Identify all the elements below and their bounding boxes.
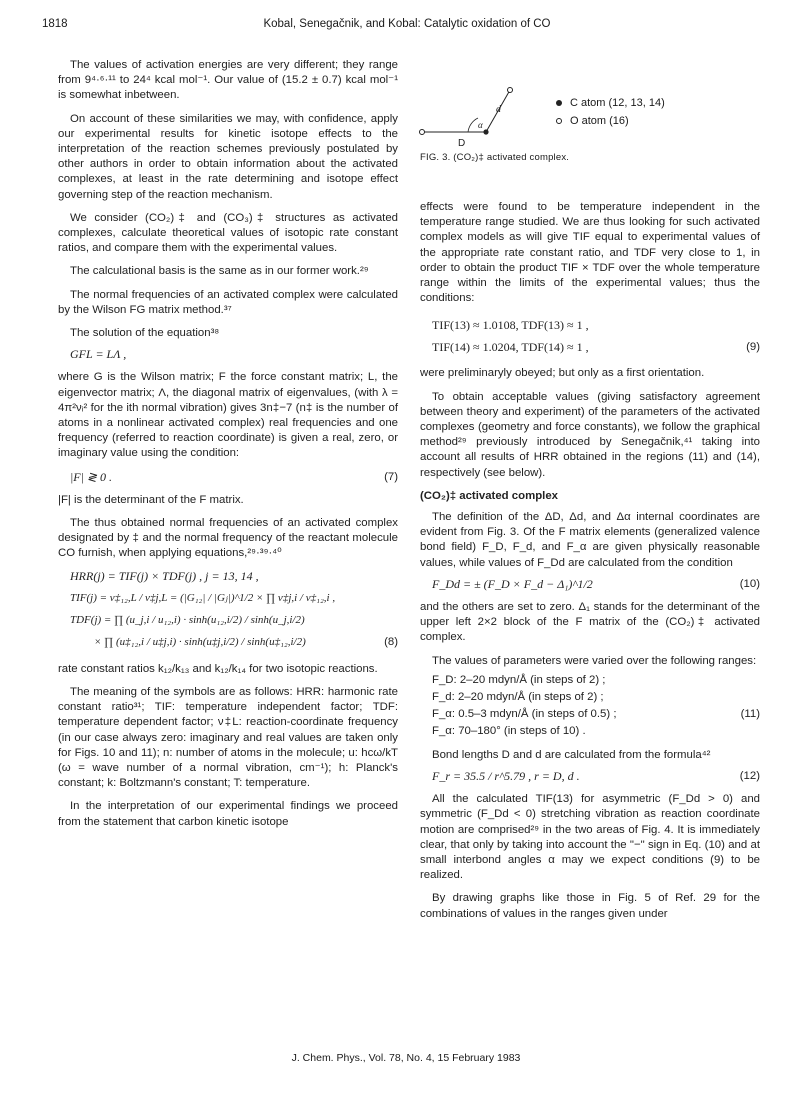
range-item: F_α: 0.5–3 mdyn/Å (in steps of 0.5) ; <box>432 708 617 721</box>
oxygen-atom-icon <box>420 130 425 135</box>
paragraph: where G is the Wilson matrix; F the force constant matrix; L, the eigenvector matrix; Λ, the diagonal matrix of eigenvalues, (with λ = 4π²νᵢ² for the ith normal vibration) gives 3n‡−7 (n‡ is the number of atoms in a nonlinear activated complex) real frequencies and one frequency (referred to reaction coordinate) is given a real, zero, or imaginary value using the condition: <box>58 371 398 460</box>
paragraph: In the interpretation of our experimental findings we proceed from the statement that carbon kinetic isotope <box>58 800 398 828</box>
paragraph: By drawing graphs like those in Fig. 5 of Ref. 29 for the combinations of values in the ranges given under <box>420 892 760 920</box>
equation-gfl: GFL = LΛ , <box>70 347 127 362</box>
paragraph: effects were found to be temperature independent in the temperature range studied. We are thus looking for such activated complex models as will give TIF equal to experimental values of the appropriate rate constant ratio, and TDF very close to 1, in order to obtain the product TIF × TDF over the whole temperature range within the limits of the experimental values; thus the conditions: <box>420 201 760 305</box>
paragraph: The definition of the ΔD, Δd, and Δα internal coordinates are evident from Fig. 3. Of the F matrix elements (generalized valence bond field) F_D, F_d, and F_α are given physically reasonable values, while values of F_Dd are calculated from the condition <box>420 511 760 569</box>
paragraph: Bond lengths D and d are calculated from the formula⁴² <box>432 748 711 761</box>
carbon-atom-icon <box>483 129 488 134</box>
figure-legend <box>556 94 665 130</box>
left-column <box>58 58 398 838</box>
paragraph: The normal frequencies of an activated complex were calculated by the Wilson FG matrix method.³⁷ <box>58 288 398 316</box>
figure-3 <box>418 82 768 182</box>
filled-dot-icon <box>556 100 562 106</box>
paragraph: rate constant ratios k₁₂/k₁₃ and k₁₂/k₁₄ for two isotopic reactions. <box>58 662 378 675</box>
range-item: F_d: 2–20 mdyn/Å (in steps of 2) ; <box>432 691 604 704</box>
equation-12: F_r = 35.5 / r^5.79 , r = D, d . (12) <box>432 768 760 783</box>
oxygen-atom-icon <box>508 88 513 93</box>
legend-item: C atom (12, 13, 14) <box>556 94 665 112</box>
paragraph: The values of activation energies are very different; they range from 9⁴·⁶·¹¹ to 24⁴ kcal mol⁻¹. Our value of (15.2 ± 0.7) kcal mol⁻¹ is somewhat inbetween. <box>58 59 398 102</box>
paragraph: All the calculated TIF(13) for asymmetric (F_Dd > 0) and symmetric (F_Dd < 0) stretching vibration as reaction coordinate motion are comprised²⁹ in the two areas of Fig. 4. It is immediately clear, that only by taking into account the "−" sign in Eq. (10) and at small interbond angles α may we expect conditions (9) to be realized. <box>420 793 760 882</box>
paragraph: and the others are set to zero. Δ₁ stands for the determinant of the upper left 2×2 block of the F matrix of the (CO₂)‡ activated complex. <box>420 601 760 644</box>
running-title: Kobal, Senegačnik, and Kobal: Catalytic oxidation of CO <box>263 18 551 30</box>
label-d: d <box>496 104 501 115</box>
equation-8: HRR(j) = TIF(j) × TDF(j) , j = 13, 14 , TIF(j) = ν‡₁₂,L / ν‡j,L = (|G₁₂| / |Gⱼ|)^1/2 × ∏ ν‡j,i / ν‡₁₂,i , TDF(j) = ∏ (u_j,i / u₁₂,i) · sinh(u₁₂,i/2) / sinh(u_j,i/2) × ∏ (u‡₁₂,i / u‡j,i) · sinh(u‡j,i/2) / sinh(u‡₁₂,i/2) (8) <box>70 566 398 654</box>
paragraph: We consider (CO₂)‡ and (CO₃)‡ structures as activated complexes, calculate theoretical values of isotopic rate constant ratios, and compare them with the experimental values. <box>58 211 398 255</box>
equation-number: (10) <box>739 577 760 590</box>
page-footer: J. Chem. Phys., Vol. 78, No. 4, 15 February 1983 <box>291 1052 521 1064</box>
paragraph: To obtain acceptable values (giving satisfactory agreement between theory and experiment) of the parameters of the activated complexes (geometry and force constants), we follow the graphical method²⁹ previously introduced by Senegačnik,⁴¹ taking into account all results of HRR obtained in the regions (11) and (14), respectively (see below). <box>420 390 760 479</box>
paragraph: were preliminaryly obeyed; but only as a first orientation. <box>420 367 705 380</box>
legend-item: O atom (16) <box>556 112 665 130</box>
equation-number: (9) <box>746 340 760 353</box>
equation-11 <box>420 673 760 740</box>
range-item: F_D: 2–20 mdyn/Å (in steps of 2) ; <box>432 673 606 686</box>
page-header <box>42 18 772 36</box>
equation-number: (11) <box>740 707 760 720</box>
label-alpha: α <box>478 120 483 130</box>
equation-number: (7) <box>384 470 398 483</box>
equation-7: |F| ≷ 0 . (7) <box>70 469 398 484</box>
paragraph: The calculational basis is the same as in our former work.²⁹ <box>70 265 369 278</box>
paragraph: The thus obtained normal frequencies of an activated complex designated by ‡ and the normal frequency of the reactant molecule CO furnish, when applying equations,²⁹·³⁹·⁴⁰ <box>58 517 398 560</box>
paragraph: |F| is the determinant of the F matrix. <box>58 493 244 506</box>
co2-complex-diagram <box>418 82 558 154</box>
figure-caption: FIG. 3. (CO₂)‡ activated complex. <box>420 152 570 163</box>
right-column <box>420 200 760 930</box>
paragraph: The values of parameters were varied over the following ranges: <box>432 654 757 667</box>
equation-9: TIF(13) ≈ 1.0108, TDF(13) ≈ 1 , TIF(14) ≈ 1.0204, TDF(14) ≈ 1 , (9) <box>432 317 760 354</box>
paragraph: The solution of the equation³⁸ <box>70 327 220 340</box>
equation-10: F_Dd = ± (F_D × F_d − Δ₁)^1/2 (10) <box>432 576 760 591</box>
open-dot-icon <box>556 118 562 124</box>
paragraph: The meaning of the symbols are as follows: HRR: harmonic rate constant ratio³¹; TIF: temperature independent factor; TDF: temperature dependent factor; ν‡L: reaction-coordinate frequency (in our case always zero: imaginary and real values are taken only for Figs. 10 and 11); n: number of atoms in the molecule; u: hcω/kT (ω = wave number of a normal vibration, cm⁻¹); h: Planck's constant; k: Boltzmann's constant; T: temperature. <box>58 685 398 790</box>
paragraph: On account of these similarities we may, with confidence, apply our experimental results for kinetic isotope effects to the interpretation of the reaction schemes previously postulated by other authors in order to obtain information about the activated complexes, at least in the rate determining and isotope effect governing step of the reaction mechanism. <box>58 112 398 201</box>
angle-arc <box>468 118 478 132</box>
equation-number: (12) <box>739 769 760 782</box>
page-number: 1818 <box>42 18 68 30</box>
section-heading: (CO₂)‡ activated complex <box>420 489 558 502</box>
range-item: F_α: 70–180° (in steps of 10) . <box>432 725 586 738</box>
equation-number: (8) <box>384 636 398 649</box>
label-D: D <box>458 138 466 149</box>
